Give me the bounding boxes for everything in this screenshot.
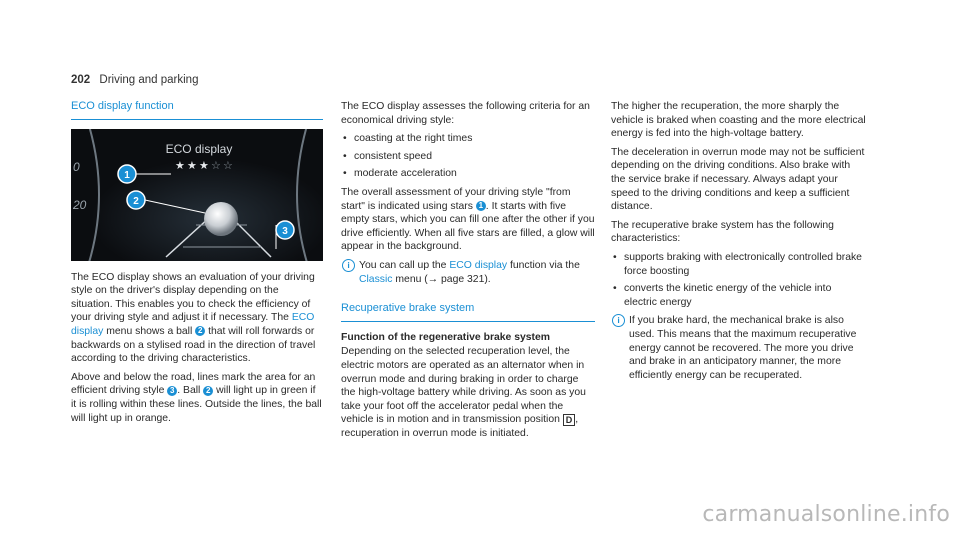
transmission-d-icon: D <box>563 414 576 426</box>
list-item: • coasting at the right times <box>341 132 595 146</box>
watermark: carmanualsonline.info <box>702 502 950 527</box>
column-3 <box>611 100 867 388</box>
column-2 <box>341 100 595 445</box>
callout-ref-1: 1 <box>476 201 486 211</box>
eco-note: i You can call up the ECO display function via the Classic menu (→ page 321). <box>341 259 595 286</box>
characteristics-intro: The recuperative brake system has the following characteristics: <box>611 219 834 245</box>
info-icon: i <box>342 259 355 272</box>
list-item: • supports braking with electronically controlled brake force boosting <box>611 251 867 278</box>
eco-lines-paragraph: Above and below the road, lines mark the area for an efficient driving style 3 . Ball 2 will light up in green if it is rolling within these lines. Outside the lines, the ball will light up in orange. <box>71 371 322 424</box>
eco-display-menu-link[interactable]: ECO display <box>71 312 315 337</box>
callout-ref-3: 3 <box>167 386 177 396</box>
characteristics-list <box>611 251 867 309</box>
criteria-list <box>341 132 595 181</box>
arrow-right-icon: → <box>427 273 439 285</box>
info-icon: i <box>612 314 625 327</box>
star-empty-icon: ☆ <box>211 158 221 172</box>
eco-description-paragraph: The ECO display shows an evaluation of your driving style on the driver's display depending on the situation. This enables you to check the efficiency of your driving style and adjust it if necessary. The ECO display menu shows a ball 2 that will roll forwards or backwards on a stylised road in the direction of travel according to the driving characteristics. <box>71 271 316 365</box>
callout-2-number: 2 <box>133 195 139 207</box>
page-header <box>71 74 198 86</box>
callout-3-number: 3 <box>282 225 288 237</box>
recuperative-heading: Recuperative brake system <box>341 302 595 322</box>
callout-ref-2: 2 <box>203 386 213 396</box>
callout-1-number: 1 <box>124 169 130 181</box>
list-item: • consistent speed <box>341 150 595 164</box>
star-filled-icon: ★ <box>199 158 209 172</box>
column-1 <box>71 100 323 430</box>
eco-display-illustration <box>71 129 323 261</box>
callout-ref-2: 2 <box>195 326 205 336</box>
star-filled-icon: ★ <box>175 158 185 172</box>
assessment-paragraph: The overall assessment of your driving style "from start" is indicated using stars 1 . It starts with five empty stars, which you can fill one after the other if you drive efficiently. When all five stars are filled, a glow will appear in the background. <box>341 186 595 253</box>
star-rating <box>175 159 233 172</box>
star-filled-icon: ★ <box>187 158 197 172</box>
brake-note: i If you brake hard, the mechanical brake is also used. This means that the maximum recuperative energy cannot be recovered. The more you drive and brake in an anticipatory manner, the more efficiently energy can be recuperated. <box>611 314 867 382</box>
eco-display-figure <box>71 129 323 261</box>
eco-display-heading: ECO display function <box>71 100 323 120</box>
eco-ball <box>204 202 238 236</box>
classic-menu-link[interactable]: Classic <box>359 273 393 285</box>
recuperation-paragraph: Depending on the selected recuperation level, the electric motors are operated as an alternator when in overrun mode and during braking in order to charge the high-voltage battery while driving. As soon as you take your foot off the accelerator pedal when the vehicle is in motion and in transmission position D , recuperation in overrun mode is initiated. <box>341 346 586 439</box>
criteria-intro: The ECO display assesses the following criteria for an economical driving style: <box>341 101 590 126</box>
eco-display-label: ECO display <box>165 141 233 156</box>
gauge-label-20: 20 <box>73 197 87 212</box>
star-empty-icon: ☆ <box>223 158 233 172</box>
recuperation-sharpness-paragraph: The higher the recuperation, the more sharply the vehicle is braked when coasting and the more electrical energy is fed into the high-voltage battery. <box>611 101 866 140</box>
list-item: • moderate acceleration <box>341 167 595 181</box>
list-item: • converts the kinetic energy of the vehicle into electric energy <box>611 282 867 309</box>
page-reference-link[interactable]: page 321). <box>438 273 491 285</box>
page-number: 202 <box>71 74 91 86</box>
gauge-label-0: 0 <box>73 159 80 174</box>
eco-display-link[interactable]: ECO display <box>449 259 508 271</box>
section-name: Driving and parking <box>99 74 199 86</box>
regenerative-subheading: Function of the regenerative brake system <box>341 331 551 343</box>
deceleration-paragraph: The deceleration in overrun mode may not be sufficient depending on the driving conditions. Also brake with the service brake if necessary. Always adapt your speed to the driving conditions and keep a sufficient distance. <box>611 146 865 213</box>
